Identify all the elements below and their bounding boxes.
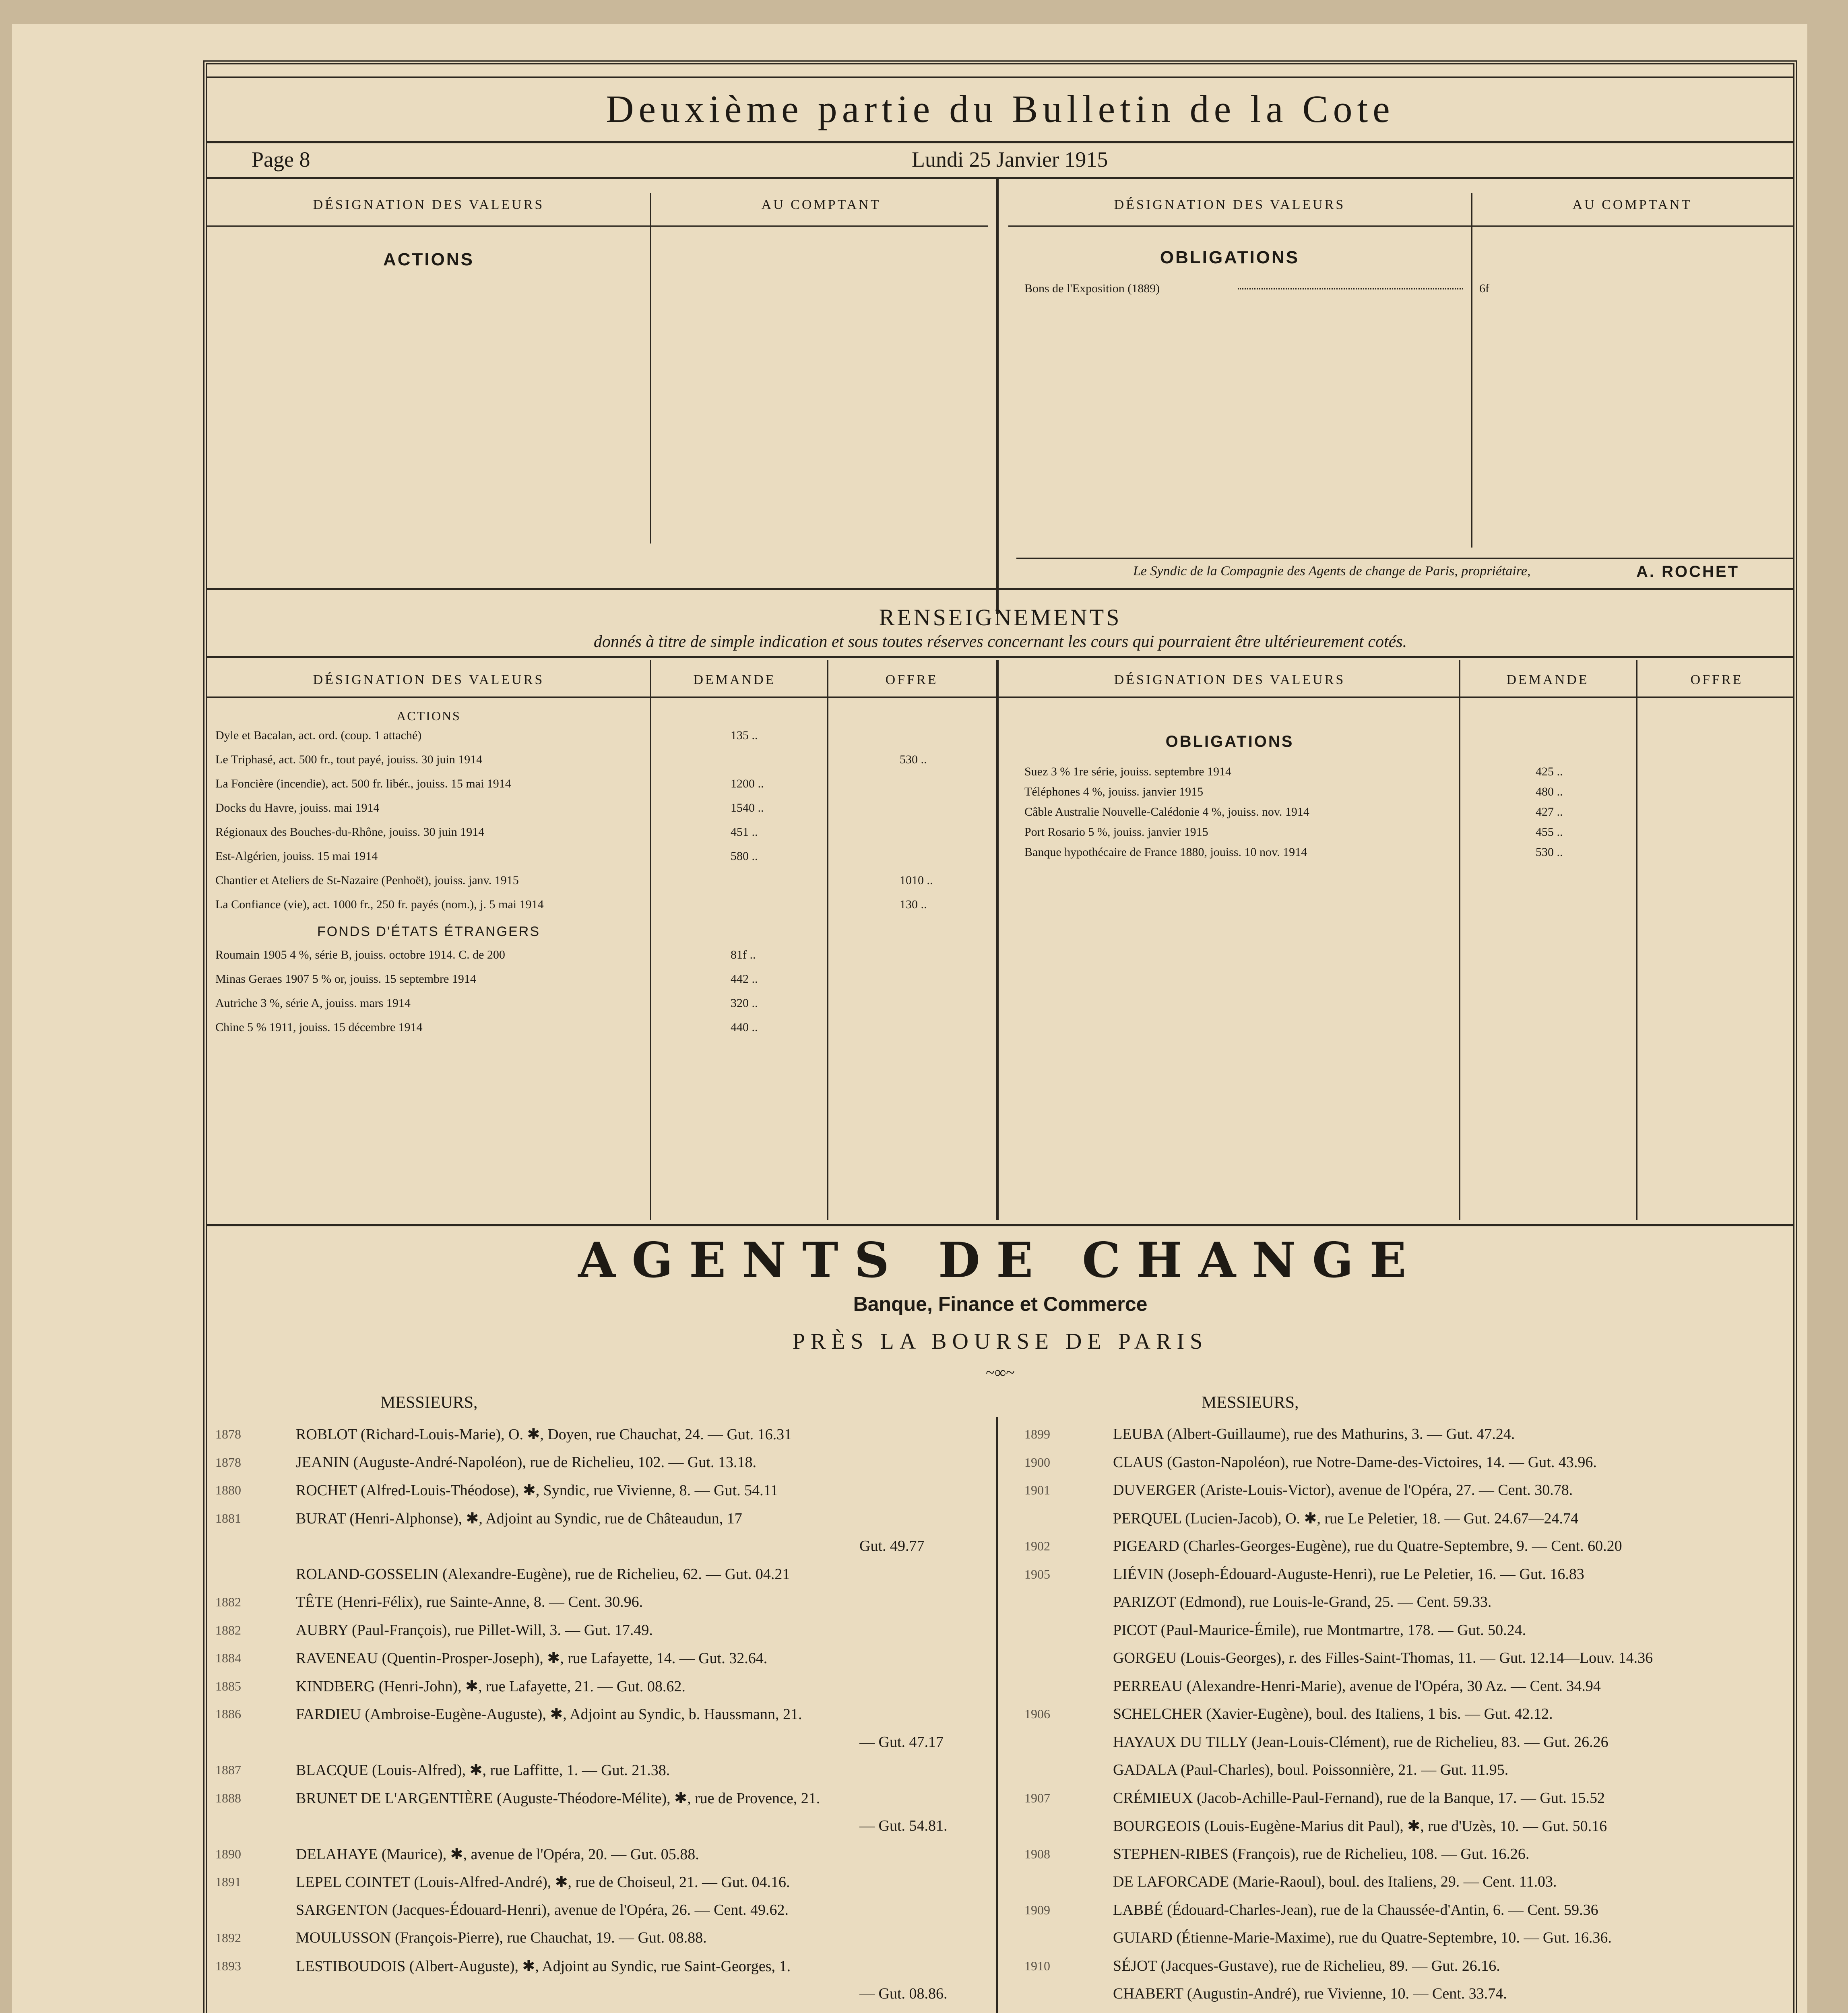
agent-entry: GORGEU (Louis-Georges), r. des Filles-Saint-Thomas, 11. — Gut. 12.14—Louv. 14.36 [1113,1649,1653,1666]
rens-obligations-heading: OBLIGATIONS [1165,733,1294,750]
top-right-head-rule [1008,225,1793,227]
actions-heading: ACTIONS [383,250,474,269]
agent-year: 1878 [215,1455,241,1469]
agent-entry: PERREAU (Alexandre-Henri-Marie), avenue de l'Opéra, 30 Az. — Cent. 34.94 [1113,1677,1601,1695]
messieurs-right: MESSIEURS, [1202,1393,1299,1412]
bons-exposition-name: Bons de l'Exposition (1889) [1024,282,1160,295]
masthead-top-rule [207,76,1793,78]
leader-dots [1238,288,1463,289]
rens-row-demande: 451 .. [731,825,758,839]
agent-entry: CRÉMIEUX (Jacob-Achille-Paul-Fernand), rue de la Banque, 17. — Gut. 15.52 [1113,1789,1605,1806]
agent-entry: — Gut. 47.17 [859,1733,944,1751]
issue-date: Lundi 25 Janvier 1915 [912,147,1108,172]
rens-row-demande: 440 .. [731,1021,758,1034]
rens-row-demande: 580 .. [731,849,758,863]
top-right-col-divider [1471,193,1472,548]
top-left-col-comptant: AU COMPTANT [761,197,881,212]
syndic-rule [1016,558,1793,559]
rens-right-col-offre: OFFRE [1690,672,1743,687]
rens-row-name: La Foncière (incendie), act. 500 fr. libér., jouiss. 15 mai 1914 [215,777,511,790]
rens-row-offre: 530 .. [900,753,927,766]
rens-right-col-designation: DÉSIGNATION DES VALEURS [1114,672,1346,687]
rens-row-demande: 480 .. [1536,785,1563,798]
rens-divider-center [996,660,999,1220]
rens-row-demande: 530 .. [1536,845,1563,859]
agent-year: 1910 [1024,1958,1050,1973]
agent-year: 1880 [215,1483,241,1497]
top-right-col-comptant: AU COMPTANT [1572,197,1692,212]
obligations-heading: OBLIGATIONS [1160,248,1300,267]
rens-fonds-heading: FONDS D'ÉTATS ÉTRANGERS [317,924,541,939]
agent-year: 1882 [215,1595,241,1609]
agents-subtitle-bourse: PRÈS LA BOURSE DE PARIS [792,1329,1208,1354]
agent-year: 1899 [1024,1427,1050,1441]
agent-entry: SCHELCHER (Xavier-Eugène), boul. des Italiens, 1 bis. — Gut. 42.12. [1113,1705,1553,1722]
agent-entry: DUVERGER (Ariste-Louis-Victor), avenue de l'Opéra, 27. — Cent. 30.78. [1113,1482,1573,1498]
top-center-divider [996,179,999,614]
agent-year: 1908 [1024,1846,1050,1861]
agent-entry: AUBRY (Paul-François), rue Pillet-Will, 3. — Gut. 17.49. [296,1621,653,1639]
agent-entry: BOURGEOIS (Louis-Eugène-Marius dit Paul), ✱, rue d'Uzès, 10. — Gut. 50.16 [1113,1818,1607,1835]
rens-row-demande: 1200 .. [731,777,764,790]
bons-exposition-value: 6f [1479,282,1489,295]
agent-entry: ROBLOT (Richard-Louis-Marie), O. ✱, Doyen, rue Chauchat, 24. — Gut. 16.31 [296,1426,792,1443]
agent-year: 1905 [1024,1567,1050,1581]
rens-row-name: Autriche 3 %, série A, jouiss. mars 1914 [215,996,411,1010]
rens-row-demande: 1540 .. [731,801,764,814]
rens-row-demande: 442 .. [731,972,758,986]
agent-entry: DE LAFORCADE (Marie-Raoul), boul. des Italiens, 29. — Cent. 11.03. [1113,1873,1557,1890]
rens-divider-2 [827,660,828,1220]
syndic-name: A. ROCHET [1636,563,1739,581]
agents-subtitle: Banque, Finance et Commerce [853,1293,1148,1315]
rens-row-name: La Confiance (vie), act. 1000 fr., 250 fr. payés (nom.), j. 5 mai 1914 [215,898,544,911]
agent-entry: PARIZOT (Edmond), rue Louis-le-Grand, 25. — Cent. 59.33. [1113,1593,1492,1610]
agent-year: 1885 [215,1678,241,1693]
rens-head-rule [207,696,1793,698]
agent-year: 1893 [215,1958,241,1973]
header-rule [207,177,1793,179]
top-left-head-rule [207,225,988,227]
agent-year: 1886 [215,1707,241,1721]
rens-bottom-rule [207,1224,1793,1226]
rens-row-name: Le Triphasé, act. 500 fr., tout payé, jouiss. 30 juin 1914 [215,753,483,766]
agent-entry: HAYAUX DU TILLY (Jean-Louis-Clément), rue de Richelieu, 83. — Gut. 26.26 [1113,1733,1608,1751]
agent-entry: BRUNET DE L'ARGENTIÈRE (Auguste-Théodore-Mélite), ✱, rue de Provence, 21. [296,1790,820,1807]
rens-row-name: Est-Algérien, jouiss. 15 mai 1914 [215,849,378,863]
agent-entry: ROLAND-GOSSELIN (Alexandre-Eugène), rue de Richelieu, 62. — Gut. 04.21 [296,1565,790,1583]
agents-title: AGENTS DE CHANGE [578,1232,1423,1289]
agent-entry: LIÉVIN (Joseph-Édouard-Auguste-Henri), rue Le Peletier, 16. — Gut. 16.83 [1113,1565,1584,1583]
rens-row-demande: 425 .. [1536,765,1563,778]
messieurs-left: MESSIEURS, [380,1393,478,1412]
rens-row-demande: 427 .. [1536,805,1563,818]
agent-entry: LABBÉ (Édouard-Charles-Jean), rue de la Chaussée-d'Antin, 6. — Cent. 59.36 [1113,1901,1598,1918]
agent-entry: MOULUSSON (François-Pierre), rue Chauchat, 19. — Gut. 08.88. [296,1929,707,1946]
agent-year: 1890 [215,1846,241,1861]
rens-left-col-demande: DEMANDE [693,672,776,687]
agent-entry: CHABERT (Augustin-André), rue Vivienne, 10. — Cent. 33.74. [1113,1985,1507,2002]
page-number: Page 8 [252,147,310,172]
agent-year: 1884 [215,1651,241,1665]
rens-row-demande: 320 .. [731,996,758,1010]
rens-row-name: Roumain 1905 4 %, série B, jouiss. octobre 1914. C. de 200 [215,948,505,961]
top-left-col-designation: DÉSIGNATION DES VALEURS [313,197,545,212]
agent-entry: TÊTE (Henri-Félix), rue Sainte-Anne, 8. — Cent. 30.96. [296,1593,643,1610]
agent-entry: SÉJOT (Jacques-Gustave), rue de Richelieu, 89. — Gut. 26.16. [1113,1957,1500,1974]
rens-left-col-designation: DÉSIGNATION DES VALEURS [313,672,545,687]
rens-row-name: Téléphones 4 %, jouiss. janvier 1915 [1024,785,1204,798]
agent-year: 1888 [215,1790,241,1805]
syndic-text: Le Syndic de la Compagnie des Agents de change de Paris, propriétaire, [1133,564,1531,579]
agent-year: 1907 [1024,1790,1050,1805]
rens-row-name: Régionaux des Bouches-du-Rhône, jouiss. 30 juin 1914 [215,825,485,839]
agent-entry: DELAHAYE (Maurice), ✱, avenue de l'Opéra, 20. — Gut. 05.88. [296,1846,699,1863]
agent-year: 1891 [215,1875,241,1889]
agent-entry: GADALA (Paul-Charles), boul. Poissonnière, 21. — Gut. 11.95. [1113,1761,1509,1778]
rens-row-name: Suez 3 % 1re série, jouiss. septembre 1914 [1024,765,1232,778]
agent-year: 1902 [1024,1539,1050,1553]
rens-divider-3 [1459,660,1460,1220]
agent-entry: LESTIBOUDOIS (Albert-Auguste), ✱, Adjoint au Syndic, rue Saint-Georges, 1. [296,1957,791,1975]
rens-row-name: Port Rosario 5 %, jouiss. janvier 1915 [1024,825,1208,839]
agent-entry: CLAUS (Gaston-Napoléon), rue Notre-Dame-des-Victoires, 14. — Gut. 43.96. [1113,1453,1597,1471]
masthead-bottom-rule [207,141,1793,143]
rens-row-name: Chantier et Ateliers de St-Nazaire (Penhoët), jouiss. janv. 1915 [215,874,519,887]
rens-row-demande: 135 .. [731,729,758,742]
renseignements-subtitle: donnés à titre de simple indication et sous toutes réserves concernant les cours qui pourraient être ultérieurement cotés. [593,632,1407,651]
agent-year: 1878 [215,1427,241,1441]
agent-entry: BURAT (Henri-Alphonse), ✱, Adjoint au Syndic, rue de Châteaudun, 17 [296,1510,742,1527]
agent-year: 1901 [1024,1483,1050,1497]
agent-entry: LEUBA (Albert-Guillaume), rue des Mathurins, 3. — Gut. 47.24. [1113,1426,1515,1443]
rens-row-name: Minas Geraes 1907 5 % or, jouiss. 15 septembre 1914 [215,972,476,986]
agent-entry: BLACQUE (Louis-Alfred), ✱, rue Laffitte, 1. — Gut. 21.38. [296,1762,670,1779]
top-left-col-divider [650,193,651,544]
rens-left-col-offre: OFFRE [885,672,938,687]
agent-entry: PICOT (Paul-Maurice-Émile), rue Montmartre, 178. — Gut. 50.24. [1113,1621,1526,1639]
rens-right-col-demande: DEMANDE [1506,672,1589,687]
agent-entry: SARGENTON (Jacques-Édouard-Henri), avenue de l'Opéra, 26. — Cent. 49.62. [296,1901,789,1918]
renseignements-title: RENSEIGNEMENTS [879,604,1122,630]
rens-row-name: Banque hypothécaire de France 1880, jouiss. 10 nov. 1914 [1024,845,1307,859]
rens-divider-4 [1636,660,1637,1220]
masthead-title: Deuxième partie du Bulletin de la Cote [606,87,1395,130]
agent-entry: RAVENEAU (Quentin-Prosper-Joseph), ✱, rue Lafayette, 14. — Gut. 32.64. [296,1650,768,1667]
rens-row-name: Docks du Havre, jouiss. mai 1914 [215,801,380,814]
agent-entry: ROCHET (Alfred-Louis-Théodose), ✱, Syndic, rue Vivienne, 8. — Gut. 54.11 [296,1482,778,1499]
rens-row-name: Dyle et Bacalan, act. ord. (coup. 1 attaché) [215,729,422,742]
agent-entry: — Gut. 08.86. [859,1985,948,2002]
rens-actions-heading: ACTIONS [396,709,461,723]
agent-entry: PERQUEL (Lucien-Jacob), O. ✱, rue Le Peletier, 18. — Gut. 24.67—24.74 [1113,1510,1578,1527]
ornament-divider: ~∞~ [986,1363,1015,1381]
agent-entry: PIGEARD (Charles-Georges-Eugène), rue du Quatre-Septembre, 9. — Cent. 60.20 [1113,1538,1622,1554]
agent-entry: STEPHEN-RIBES (François), rue de Richelieu, 108. — Gut. 16.26. [1113,1845,1530,1862]
agents-center-divider [996,1417,998,2013]
agent-year: 1909 [1024,1902,1050,1917]
rens-row-offre: 1010 .. [900,874,933,887]
agent-entry: GUIARD (Étienne-Marie-Maxime), rue du Quatre-Septembre, 10. — Gut. 16.36. [1113,1929,1612,1946]
agent-year: 1881 [215,1511,241,1525]
rens-row-demande: 81f .. [731,948,756,961]
rens-row-demande: 455 .. [1536,825,1563,839]
agent-entry: JEANIN (Auguste-André-Napoléon), rue de Richelieu, 102. — Gut. 13.18. [296,1453,756,1471]
rens-row-name: Chine 5 % 1911, jouiss. 15 décembre 1914 [215,1021,423,1034]
agent-entry: KINDBERG (Henri-John), ✱, rue Lafayette, 21. — Gut. 08.62. [296,1678,686,1695]
agent-entry: Gut. 49.77 [859,1538,925,1554]
agent-year: 1892 [215,1930,241,1945]
renseignements-rule [207,656,1793,658]
agent-year: 1882 [215,1622,241,1637]
rens-row-offre: 130 .. [900,898,927,911]
agent-entry: — Gut. 54.81. [859,1817,948,1834]
rens-row-name: Câble Australie Nouvelle-Calédonie 4 %, jouiss. nov. 1914 [1024,805,1309,818]
rens-divider-1 [650,660,651,1220]
agent-year: 1900 [1024,1455,1050,1469]
agent-year: 1906 [1024,1707,1050,1721]
agent-year: 1887 [215,1763,241,1777]
agent-entry: LEPEL COINTET (Louis-Alfred-André), ✱, rue de Choiseul, 21. — Gut. 04.16. [296,1874,790,1891]
top-right-col-designation: DÉSIGNATION DES VALEURS [1114,197,1346,212]
page-frame [203,60,1797,2013]
agent-entry: FARDIEU (Ambroise-Eugène-Auguste), ✱, Adjoint au Syndic, b. Haussmann, 21. [296,1706,802,1723]
top-table-bottom-rule [207,588,1793,590]
